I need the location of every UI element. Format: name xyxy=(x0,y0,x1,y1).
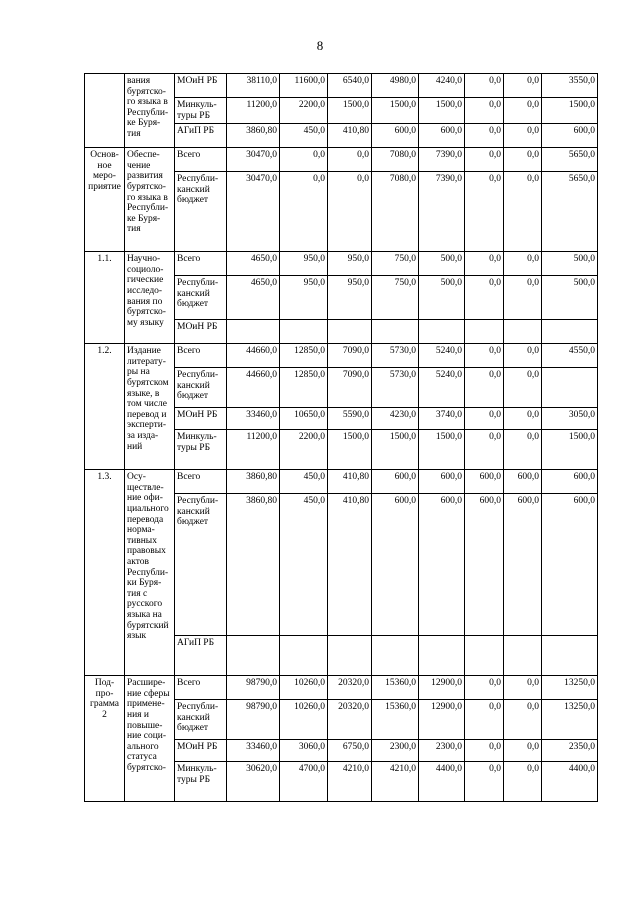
funding-source: Республи-канский бюджет xyxy=(175,368,227,408)
amount-cell: 0,0 xyxy=(504,368,542,408)
amount-cell: 13250,0 xyxy=(542,700,598,740)
amount-cell: 950,0 xyxy=(280,276,328,320)
amount-cell: 0,0 xyxy=(504,276,542,320)
page-number: 8 xyxy=(316,38,324,53)
amount-cell: 2200,0 xyxy=(280,98,328,124)
row-name: Научно-социоло-гические исследо-вания по бурятско-му языку xyxy=(125,252,175,344)
amount-cell: 600,0 xyxy=(542,124,598,148)
amount-cell: 4230,0 xyxy=(372,408,419,430)
amount-cell: 0,0 xyxy=(465,700,504,740)
amount-cell: 600,0 xyxy=(504,470,542,494)
amount-cell: 0,0 xyxy=(504,172,542,252)
amount-cell: 0,0 xyxy=(465,344,504,368)
amount-cell xyxy=(504,636,542,676)
amount-cell: 33460,0 xyxy=(227,740,280,762)
amount-cell: 7080,0 xyxy=(372,148,419,172)
amount-cell: 0,0 xyxy=(504,344,542,368)
amount-cell: 0,0 xyxy=(504,762,542,802)
amount-cell: 4400,0 xyxy=(419,762,465,802)
amount-cell: 5650,0 xyxy=(542,148,598,172)
table-row xyxy=(85,344,598,368)
amount-cell: 0,0 xyxy=(465,368,504,408)
amount-cell: 0,0 xyxy=(504,98,542,124)
amount-cell: 500,0 xyxy=(419,276,465,320)
amount-cell: 3050,0 xyxy=(542,408,598,430)
amount-cell: 5590,0 xyxy=(328,408,372,430)
amount-cell: 950,0 xyxy=(328,276,372,320)
amount-cell: 600,0 xyxy=(542,470,598,494)
amount-cell: 950,0 xyxy=(328,252,372,276)
row-code: Под-про-грамма 2 xyxy=(85,676,125,802)
amount-cell: 0,0 xyxy=(504,252,542,276)
funding-source: АГиП РБ xyxy=(175,124,227,148)
amount-cell: 10650,0 xyxy=(280,408,328,430)
amount-cell: 4700,0 xyxy=(280,762,328,802)
amount-cell xyxy=(465,320,504,344)
amount-cell xyxy=(227,636,280,676)
table-row xyxy=(85,676,598,700)
amount-cell: 600,0 xyxy=(372,124,419,148)
row-name: вания бурятско-го языка в Республи-ке Буря-тия xyxy=(125,74,175,148)
amount-cell: 1500,0 xyxy=(542,430,598,470)
funding-source: Всего xyxy=(175,148,227,172)
amount-cell: 0,0 xyxy=(465,740,504,762)
amount-cell: 3060,0 xyxy=(280,740,328,762)
funding-source: Всего xyxy=(175,676,227,700)
amount-cell: 0,0 xyxy=(280,148,328,172)
amount-cell: 0,0 xyxy=(465,676,504,700)
amount-cell: 4550,0 xyxy=(542,344,598,368)
amount-cell: 600,0 xyxy=(504,494,542,636)
amount-cell: 30620,0 xyxy=(227,762,280,802)
amount-cell: 1500,0 xyxy=(328,98,372,124)
funding-source: Республи-канский бюджет xyxy=(175,700,227,740)
amount-cell: 2350,0 xyxy=(542,740,598,762)
amount-cell: 0,0 xyxy=(465,98,504,124)
amount-cell: 0,0 xyxy=(504,148,542,172)
amount-cell: 600,0 xyxy=(419,494,465,636)
row-name: Обеспе-чение развития бурятско-го языка в Республи-ке Буря-тия xyxy=(125,148,175,252)
budget-table xyxy=(84,73,598,802)
amount-cell: 4240,0 xyxy=(419,74,465,98)
row-code: 1.2. xyxy=(85,344,125,470)
amount-cell: 4980,0 xyxy=(372,74,419,98)
amount-cell: 6540,0 xyxy=(328,74,372,98)
amount-cell: 600,0 xyxy=(372,470,419,494)
amount-cell: 1500,0 xyxy=(372,98,419,124)
funding-source: МОиН РБ xyxy=(175,408,227,430)
amount-cell: 3860,80 xyxy=(227,470,280,494)
amount-cell: 5650,0 xyxy=(542,172,598,252)
amount-cell: 450,0 xyxy=(280,124,328,148)
amount-cell: 500,0 xyxy=(542,252,598,276)
amount-cell: 0,0 xyxy=(504,740,542,762)
amount-cell: 410,80 xyxy=(328,470,372,494)
amount-cell: 600,0 xyxy=(465,494,504,636)
amount-cell: 12850,0 xyxy=(280,344,328,368)
amount-cell xyxy=(227,320,280,344)
amount-cell: 0,0 xyxy=(504,676,542,700)
amount-cell: 0,0 xyxy=(465,124,504,148)
amount-cell: 11600,0 xyxy=(280,74,328,98)
amount-cell: 12850,0 xyxy=(280,368,328,408)
amount-cell: 0,0 xyxy=(465,252,504,276)
amount-cell xyxy=(542,320,598,344)
amount-cell: 7080,0 xyxy=(372,172,419,252)
amount-cell: 0,0 xyxy=(280,172,328,252)
amount-cell: 15360,0 xyxy=(372,700,419,740)
amount-cell: 0,0 xyxy=(328,148,372,172)
table-row xyxy=(85,74,598,98)
amount-cell: 4400,0 xyxy=(542,762,598,802)
amount-cell xyxy=(465,636,504,676)
funding-source: Минкуль-туры РБ xyxy=(175,98,227,124)
funding-source: МОиН РБ xyxy=(175,740,227,762)
amount-cell: 30470,0 xyxy=(227,172,280,252)
funding-source: Всего xyxy=(175,344,227,368)
amount-cell xyxy=(328,320,372,344)
amount-cell: 98790,0 xyxy=(227,700,280,740)
amount-cell: 600,0 xyxy=(542,494,598,636)
row-code: 1.1. xyxy=(85,252,125,344)
amount-cell: 750,0 xyxy=(372,276,419,320)
funding-source: МОиН РБ xyxy=(175,320,227,344)
amount-cell: 3860,80 xyxy=(227,494,280,636)
amount-cell xyxy=(542,368,598,408)
amount-cell: 4650,0 xyxy=(227,252,280,276)
amount-cell: 7090,0 xyxy=(328,368,372,408)
amount-cell: 7390,0 xyxy=(419,148,465,172)
amount-cell: 4210,0 xyxy=(372,762,419,802)
amount-cell: 5240,0 xyxy=(419,344,465,368)
amount-cell: 20320,0 xyxy=(328,700,372,740)
amount-cell: 0,0 xyxy=(504,124,542,148)
amount-cell: 500,0 xyxy=(542,276,598,320)
amount-cell: 5240,0 xyxy=(419,368,465,408)
amount-cell: 98790,0 xyxy=(227,676,280,700)
amount-cell: 410,80 xyxy=(328,494,372,636)
amount-cell: 500,0 xyxy=(419,252,465,276)
funding-source: Минкуль-туры РБ xyxy=(175,762,227,802)
amount-cell: 7390,0 xyxy=(419,172,465,252)
row-name: Издание литерату-ры на бурятском языке, в том числе перевод и эксперти-за изда-ний xyxy=(125,344,175,470)
amount-cell xyxy=(542,636,598,676)
amount-cell: 38110,0 xyxy=(227,74,280,98)
amount-cell xyxy=(372,636,419,676)
row-code xyxy=(85,74,125,148)
amount-cell: 44660,0 xyxy=(227,344,280,368)
amount-cell: 2300,0 xyxy=(419,740,465,762)
amount-cell: 0,0 xyxy=(328,172,372,252)
amount-cell xyxy=(280,320,328,344)
funding-source: Минкуль-туры РБ xyxy=(175,430,227,470)
amount-cell: 0,0 xyxy=(504,430,542,470)
amount-cell: 410,80 xyxy=(328,124,372,148)
amount-cell: 0,0 xyxy=(465,172,504,252)
amount-cell: 2300,0 xyxy=(372,740,419,762)
funding-source: Республи-канский бюджет xyxy=(175,494,227,636)
amount-cell: 1500,0 xyxy=(419,98,465,124)
amount-cell: 0,0 xyxy=(465,408,504,430)
amount-cell: 1500,0 xyxy=(328,430,372,470)
row-name: Осу-ществле-ние офи-циального перевода норма-тивных правовых актов Республи-ки Буря-тия с русского языка на бурятский язык xyxy=(125,470,175,676)
amount-cell: 1500,0 xyxy=(372,430,419,470)
funding-source: Всего xyxy=(175,470,227,494)
amount-cell: 4650,0 xyxy=(227,276,280,320)
amount-cell: 750,0 xyxy=(372,252,419,276)
amount-cell xyxy=(419,636,465,676)
funding-source: Республи-канский бюджет xyxy=(175,172,227,252)
funding-source: АГиП РБ xyxy=(175,636,227,676)
amount-cell: 3860,80 xyxy=(227,124,280,148)
amount-cell: 0,0 xyxy=(504,408,542,430)
amount-cell: 3740,0 xyxy=(419,408,465,430)
amount-cell xyxy=(280,636,328,676)
amount-cell: 2200,0 xyxy=(280,430,328,470)
funding-source: Всего xyxy=(175,252,227,276)
table-row xyxy=(85,148,598,172)
amount-cell xyxy=(372,320,419,344)
amount-cell: 12900,0 xyxy=(419,700,465,740)
amount-cell: 0,0 xyxy=(465,148,504,172)
amount-cell: 30470,0 xyxy=(227,148,280,172)
amount-cell: 0,0 xyxy=(504,74,542,98)
amount-cell: 600,0 xyxy=(372,494,419,636)
row-name: Расшире-ние сферы примене-ния и повыше-ние соци-ального статуса бурятско- xyxy=(125,676,175,802)
table-row xyxy=(85,470,598,494)
amount-cell: 600,0 xyxy=(465,470,504,494)
amount-cell: 5730,0 xyxy=(372,368,419,408)
amount-cell: 6750,0 xyxy=(328,740,372,762)
row-code: Основ-ное меро-приятие xyxy=(85,148,125,252)
amount-cell: 450,0 xyxy=(280,470,328,494)
amount-cell: 15360,0 xyxy=(372,676,419,700)
amount-cell: 33460,0 xyxy=(227,408,280,430)
amount-cell: 0,0 xyxy=(465,430,504,470)
amount-cell xyxy=(504,320,542,344)
amount-cell: 450,0 xyxy=(280,494,328,636)
amount-cell: 10260,0 xyxy=(280,676,328,700)
amount-cell: 0,0 xyxy=(465,276,504,320)
amount-cell: 950,0 xyxy=(280,252,328,276)
row-code: 1.3. xyxy=(85,470,125,676)
amount-cell: 1500,0 xyxy=(419,430,465,470)
amount-cell: 7090,0 xyxy=(328,344,372,368)
amount-cell: 1500,0 xyxy=(542,98,598,124)
amount-cell: 13250,0 xyxy=(542,676,598,700)
amount-cell: 12900,0 xyxy=(419,676,465,700)
funding-source: Республи-канский бюджет xyxy=(175,276,227,320)
amount-cell: 600,0 xyxy=(419,470,465,494)
table-row xyxy=(85,252,598,276)
amount-cell: 5730,0 xyxy=(372,344,419,368)
amount-cell: 0,0 xyxy=(465,762,504,802)
amount-cell: 4210,0 xyxy=(328,762,372,802)
amount-cell: 11200,0 xyxy=(227,98,280,124)
amount-cell: 10260,0 xyxy=(280,700,328,740)
amount-cell: 600,0 xyxy=(419,124,465,148)
amount-cell: 44660,0 xyxy=(227,368,280,408)
amount-cell: 3550,0 xyxy=(542,74,598,98)
amount-cell xyxy=(419,320,465,344)
amount-cell xyxy=(328,636,372,676)
amount-cell: 0,0 xyxy=(504,700,542,740)
amount-cell: 11200,0 xyxy=(227,430,280,470)
funding-source: МОиН РБ xyxy=(175,74,227,98)
amount-cell: 20320,0 xyxy=(328,676,372,700)
amount-cell: 0,0 xyxy=(465,74,504,98)
